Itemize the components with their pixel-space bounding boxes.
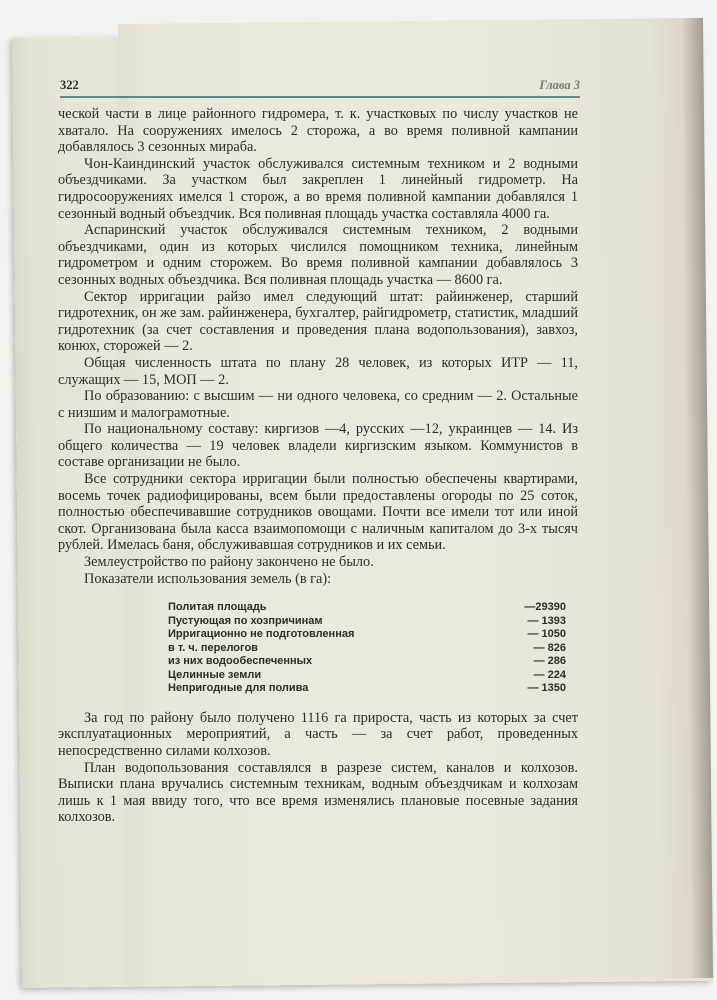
binding-shadow: [681, 18, 713, 978]
table-row: [168, 655, 566, 669]
header-rule: [60, 96, 580, 98]
table-row-value: — 224: [533, 668, 566, 681]
running-head: [60, 78, 580, 98]
table-row-value: — 826: [533, 641, 566, 654]
paragraph: Землеустройство по району закончено не было.: [84, 554, 374, 571]
table-row-label: Политая площадь: [168, 601, 267, 614]
paragraph: Все сотрудники сектора ирригации были полностью обеспечены квартирами, восемь точек радиофицированы, всем были предоставлены огороды по 25 соток, полностью обеспечивавшие сотрудников овощами. Почти все имели тот или иной скот. Организована была касса взаимопомощи с наличным капиталом до 3-х тысяч рублей. Имелась баня, обслуживавшая сотрудников и их семьи.: [58, 471, 578, 554]
paragraph: По национальному составу: киргизов —4, русских —12, украинцев — 14. Из общего количества — 19 человек владели киргизским языком. Коммунистов в составе организации не было.: [58, 421, 578, 471]
table-row-label: Целинные земли: [168, 668, 262, 681]
paragraph: Аспаринский участок обслуживался системным техником, 2 водными объездчиками, один из которых числился помощником техника, линейным гидрометром и одним сторожем. Во время поливной кампании добавлялось 3 сезонных водных объездчика. Вся поливная площадь участка — 8600 га.: [58, 222, 578, 288]
paragraph: Общая численность штата по плану 28 человек, из которых ИТР — 11, служащих — 15, МОП — 2.: [58, 354, 578, 388]
table-row-label: Ирригационно не подготовленная: [168, 628, 355, 641]
paragraph: План водопользования составлялся в разрезе систем, каналов и колхозов. Выписки плана вручались системным техникам, водным объездчикам и колхозам лишь к 1 мая ввиду того, что все время изменялись плановые посевные задания колхозов.: [58, 759, 578, 826]
table-row-value: — 286: [533, 655, 566, 668]
table-row-label: в т. ч. перелогов: [168, 641, 258, 654]
table-row: [168, 682, 566, 696]
table-row-value: — 1050: [527, 628, 566, 641]
paragraph: По образованию: с высшим — ни одного человека, со средним — 2. Остальные с низшим и малограмотные.: [58, 388, 578, 421]
paragraph: За год по району было получено 1116 га прироста, часть из которых за счет эксплуатационных мероприятий, а часть — за счет работ, проведенных непосредственно силами колхозов.: [58, 709, 578, 759]
table-row-value: — 1393: [527, 614, 566, 627]
land-use-table: [168, 601, 566, 696]
body-text: [58, 106, 578, 826]
table-row: [168, 628, 566, 642]
table-row-value: — 1350: [527, 682, 566, 695]
table-row: [168, 615, 566, 629]
paragraph: Чон-Каиндинский участок обслуживался системным техником и 2 водными объездчиками. За участком был закреплен 1 линейный гидрометр. На гидросооружениях имелся 1 сторож, а во время поливной кампании добавлялся 1 сезонный водный объездчик. Вся поливная площадь участка составляла 4000 га.: [58, 155, 578, 222]
table-row: [168, 642, 566, 656]
page-number: 322: [60, 78, 79, 92]
table-caption: Показатели использования земель (в га):: [84, 570, 332, 587]
table-row: [168, 669, 566, 683]
table-row-label: из них водообеспеченных: [168, 655, 313, 668]
table-row: [168, 601, 566, 615]
paragraph: Сектор ирригации райзо имел следующий штат: райинженер, старший гидротехник, он же зам. райинженера, бухгалтер, райгидрометр, статистик, младший гидротехник (за счет составления и проведения плана водопользования), завхоз, конюх, сторожей — 2.: [58, 288, 578, 355]
table-row-value: —29390: [524, 601, 566, 614]
paragraph: ческой части в лице районного гидромера, т. к. участковых по числу участков не хватало. На сооружениях имелось 2 сторожа, а во время поливной кампании добавлялось 3 сезонных мираба.: [58, 106, 578, 156]
table-row-label: Непригодные для полива: [168, 682, 309, 695]
table-row-label: Пустующая по хозпричинам: [168, 614, 323, 627]
chapter-label: Глава 3: [539, 78, 580, 92]
